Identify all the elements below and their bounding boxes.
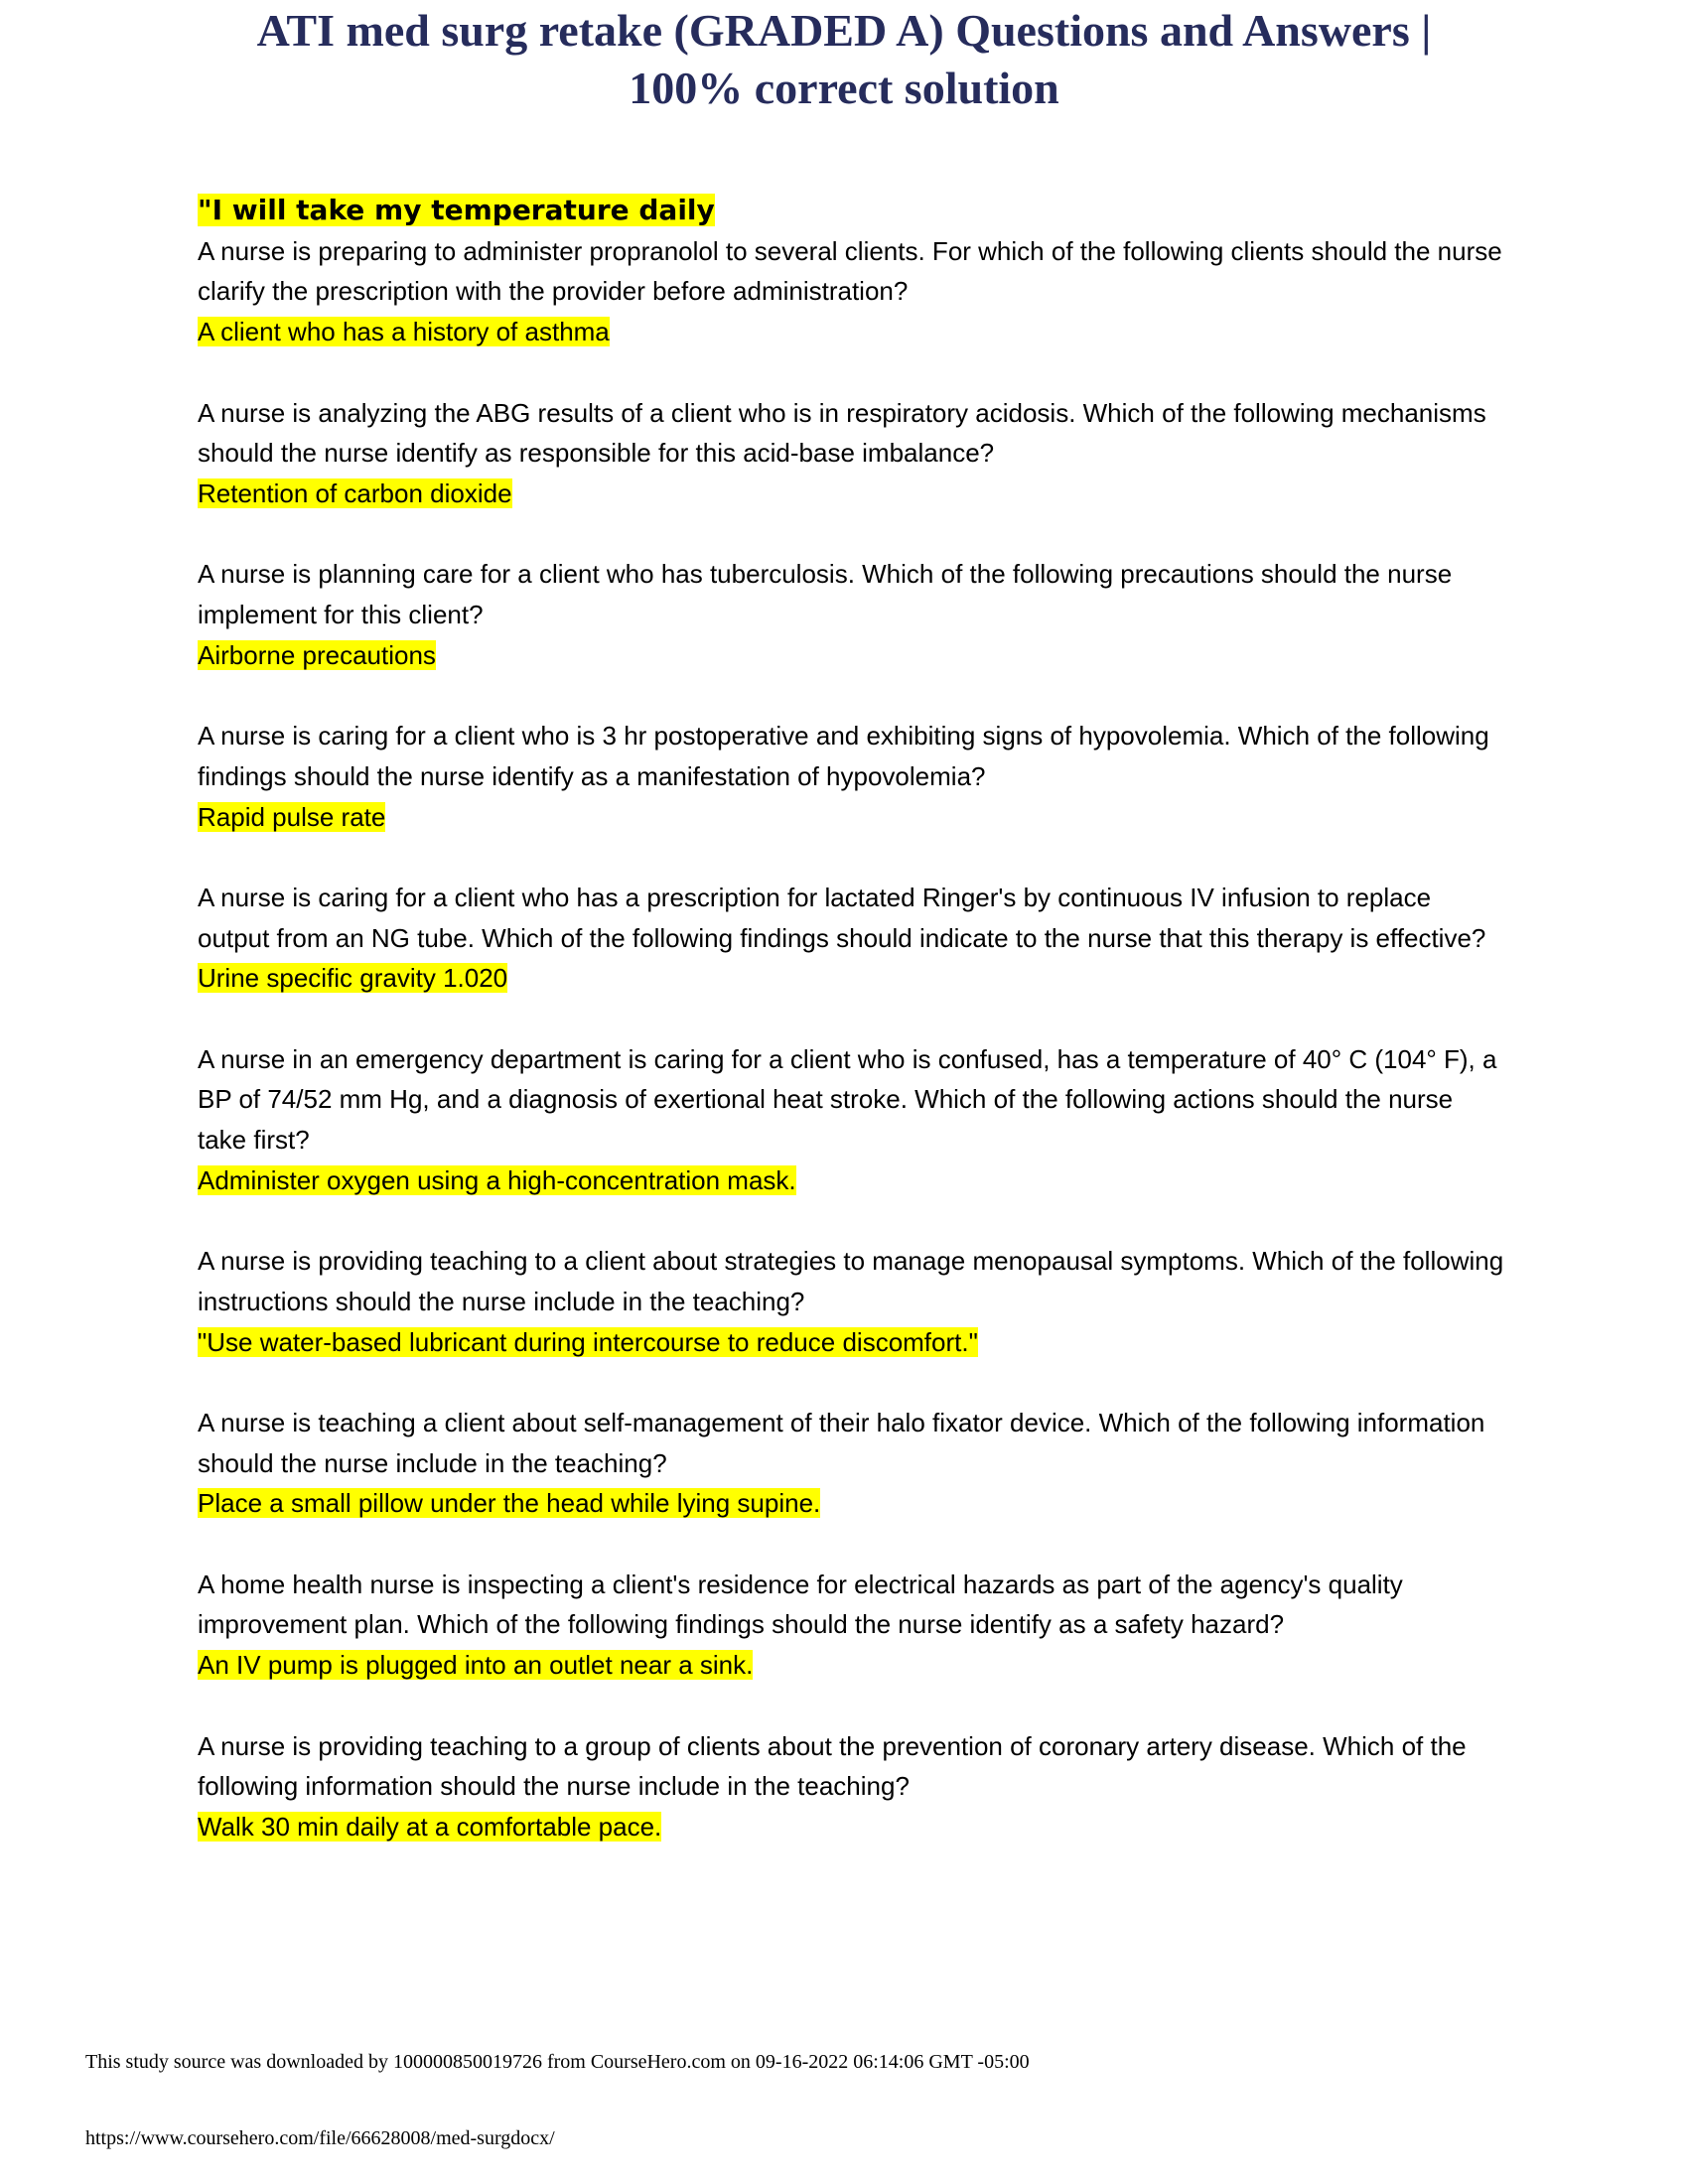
answer-text: Walk 30 min daily at a comfortable pace. xyxy=(198,1811,662,1842)
qa-item xyxy=(198,554,1508,675)
question-text: A nurse is caring for a client who has a prescription for lactated Ringer's by continuous IV infusion to replace output from an NG tube. Which of the following findings should indicate to the nurse that this therapy is effective? xyxy=(198,882,1486,953)
answer-text: Retention of carbon dioxide xyxy=(198,478,512,508)
question-text: A nurse is teaching a client about self-management of their halo fixator device. Which of the following information should the nurse include in the teaching? xyxy=(198,1407,1485,1478)
answer-text: Place a small pillow under the head while lying supine. xyxy=(198,1488,821,1519)
qa-item xyxy=(198,1039,1508,1201)
qa-item xyxy=(198,878,1508,999)
title-line-1: ATI med surg retake (GRADED A) Questions and Answers | xyxy=(256,5,1432,56)
qa-item xyxy=(198,1241,1508,1362)
source-url[interactable]: https://www.coursehero.com/file/66628008/med-surgdocx/ xyxy=(85,2127,555,2149)
qa-item xyxy=(198,1565,1508,1686)
answer-text: Administer oxygen using a high-concentration mask. xyxy=(198,1164,796,1195)
question-text: A nurse is providing teaching to a client about strategies to manage menopausal symptoms. Which of the following instructions should the nurse include in the teaching? xyxy=(198,1246,1504,1316)
qa-list xyxy=(198,191,1508,1887)
answer-text: Rapid pulse rate xyxy=(198,801,386,832)
document-title xyxy=(0,2,1688,117)
qa-item xyxy=(198,393,1508,514)
question-text: A nurse in an emergency department is caring for a client who is confused, has a temperature of 40° C (104° F), a BP of 74/52 mm Hg, and a diagnosis of exertional heat stroke. Which of the following actions should the nurse take first? xyxy=(198,1043,1497,1156)
question-text: A home health nurse is inspecting a client's residence for electrical hazards as part of the agency's quality improvement plan. Which of the following findings should the nurse identify as a safety hazard? xyxy=(198,1569,1403,1640)
answer-text: Airborne precautions xyxy=(198,639,436,670)
question-text: A nurse is planning care for a client who has tuberculosis. Which of the following precautions should the nurse implement for this client? xyxy=(198,559,1453,629)
qa-item xyxy=(198,1726,1508,1847)
first-heading xyxy=(198,191,1508,231)
question-text: A nurse is preparing to administer propranolol to several clients. For which of the following clients should the nurse clarify the prescription with the provider before administration? xyxy=(198,235,1502,307)
qa-item xyxy=(198,716,1508,837)
qa-item xyxy=(198,1403,1508,1524)
title-line-2: 100% correct solution xyxy=(629,63,1059,113)
download-notice: This study source was downloaded by 100000850019726 from CourseHero.com on 09-16-2022 06:14:06 GMT -05:00 xyxy=(85,2051,1030,2073)
answer-text: An IV pump is plugged into an outlet near a sink. xyxy=(198,1650,754,1681)
question-text: A nurse is analyzing the ABG results of a client who is in respiratory acidosis. Which of the following mechanisms should the nurse identify as responsible for this acid-base imbalance? xyxy=(198,397,1486,469)
question-text: A nurse is caring for a client who is 3 hr postoperative and exhibiting signs of hypovolemia. Which of the following findings should the nurse identify as a manifestation of hypovolemia? xyxy=(198,721,1489,791)
question-text: A nurse is providing teaching to a group of clients about the prevention of coronary artery disease. Which of the following information should the nurse include in the teaching? xyxy=(198,1730,1467,1802)
answer-text: A client who has a history of asthma xyxy=(198,317,610,347)
first-heading-text: "I will take my temperature daily xyxy=(198,194,715,226)
qa-item xyxy=(198,231,1508,352)
answer-text: Urine specific gravity 1.020 xyxy=(198,963,508,994)
answer-text: "Use water-based lubricant during intercourse to reduce discomfort." xyxy=(198,1326,978,1357)
